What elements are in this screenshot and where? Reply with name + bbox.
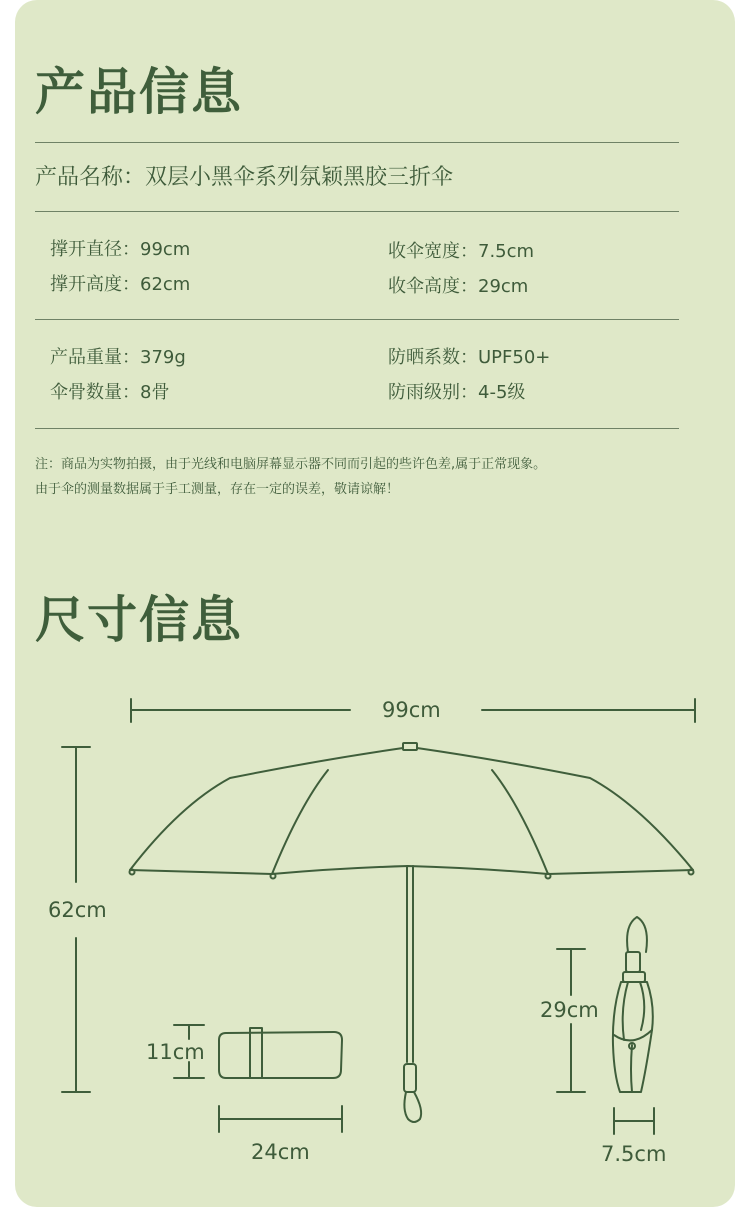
note-line-1: 注：商品为实物拍摄，由于光线和电脑屏幕显示器不同而引起的些许色差,属于正常现象。 bbox=[35, 457, 547, 472]
closed-umbrella-icon bbox=[557, 917, 654, 1134]
dimension-box-length: 24cm bbox=[251, 1140, 310, 1164]
dimension-closed-length: 29cm bbox=[540, 998, 599, 1022]
dimension-open-diameter: 99cm bbox=[382, 698, 441, 722]
spec-closed-width: 收伞宽度：7.5cm bbox=[388, 241, 535, 262]
spec-upf: 防晒系数：UPF50+ bbox=[388, 347, 551, 368]
dimension-open-height: 62cm bbox=[48, 898, 107, 922]
open-umbrella-icon bbox=[130, 743, 694, 1122]
spec-open-height: 撑开高度：62cm bbox=[50, 274, 191, 295]
spec-closed-height: 收伞高度：29cm bbox=[388, 276, 529, 297]
dimension-box-height: 11cm bbox=[146, 1040, 205, 1064]
product-name: 产品名称：双层小黑伞系列氛颖黑胶三折伞 bbox=[35, 165, 454, 190]
spec-rain-level: 防雨级别：4-5级 bbox=[388, 382, 526, 403]
product-info-title: 产品信息 bbox=[35, 63, 243, 121]
spec-weight: 产品重量：379g bbox=[50, 347, 186, 368]
dimension-closed-width: 7.5cm bbox=[601, 1142, 667, 1166]
spec-open-diameter: 撑开直径：99cm bbox=[50, 239, 191, 260]
spec-ribs: 伞骨数量：8骨 bbox=[50, 382, 170, 403]
note-line-2: 由于伞的测量数据属于手工测量，存在一定的误差，敬请谅解！ bbox=[35, 482, 400, 497]
size-info-title: 尺寸信息 bbox=[35, 591, 243, 649]
